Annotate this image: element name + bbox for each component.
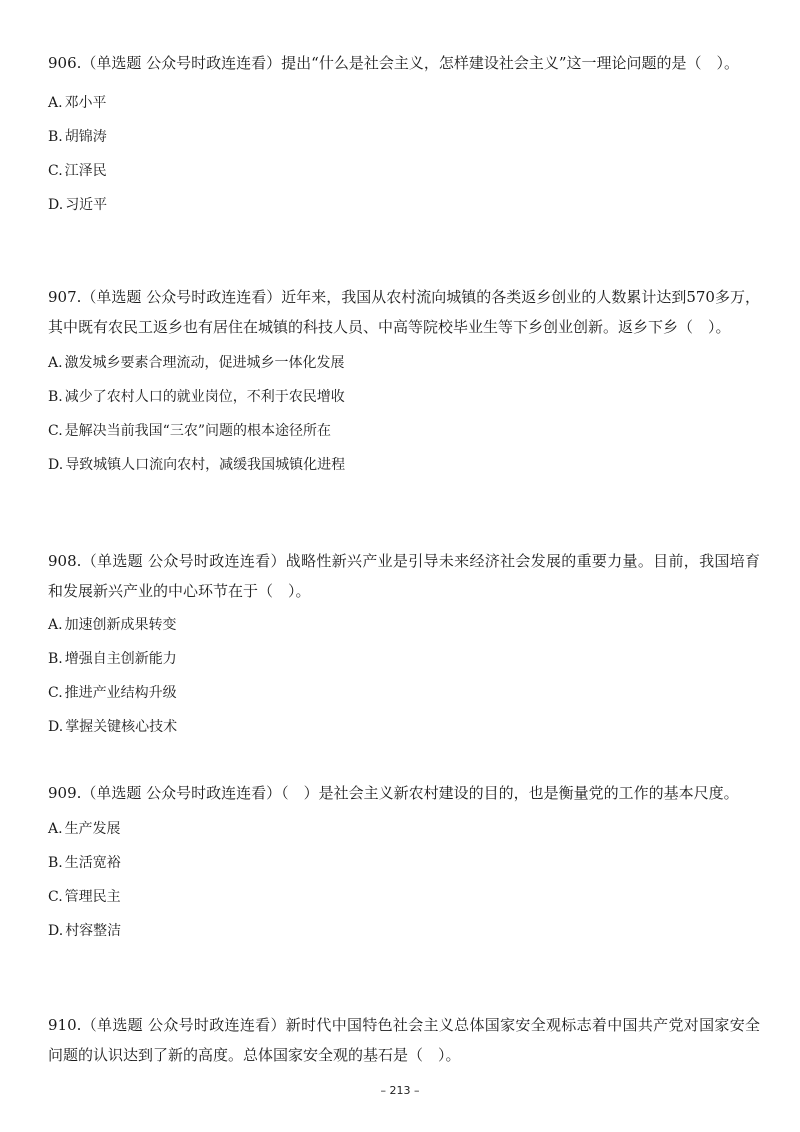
option-text: 生产发展 <box>64 821 121 837</box>
option-a <box>48 608 760 642</box>
option-text: 减少了农村人口的就业岗位，不利于农民增收 <box>64 389 345 405</box>
question-909 <box>48 778 760 948</box>
option-letter: D. <box>48 197 64 213</box>
option-text: 江泽民 <box>64 163 107 179</box>
question-stem: 906.（单选题 公众号时政连连看）提出“什么是社会主义，怎样建设社会主义”这一理论问题的是（ ）。 <box>48 54 740 72</box>
option-c <box>48 880 760 914</box>
option-d <box>48 188 760 222</box>
question-910 <box>48 1010 760 1070</box>
options-list <box>48 86 760 222</box>
option-text: 邓小平 <box>64 95 107 111</box>
option-letter: C. <box>48 685 63 701</box>
option-text: 推进产业结构升级 <box>64 685 177 701</box>
option-text: 加速创新成果转变 <box>64 617 177 633</box>
option-b <box>48 642 760 676</box>
option-c <box>48 414 760 448</box>
option-letter: D. <box>48 719 64 735</box>
option-text: 习近平 <box>65 197 108 213</box>
option-letter: A. <box>48 355 63 371</box>
question-906 <box>48 48 760 222</box>
question-stem: 910.（单选题 公众号时政连连看）新时代中国特色社会主义总体国家安全观标志着中国共产党对国家安全问题的认识达到了新的高度。总体国家安全观的基石是（ ）。 <box>48 1016 760 1064</box>
option-text: 胡锦涛 <box>64 129 107 145</box>
question-stem: 908.（单选题 公众号时政连连看）战略性新兴产业是引导未来经济社会发展的重要力量。目前，我国培育和发展新兴产业的中心环节在于（ ）。 <box>48 552 760 600</box>
options-list <box>48 608 760 744</box>
option-a <box>48 346 760 380</box>
option-c <box>48 676 760 710</box>
option-c <box>48 154 760 188</box>
option-d <box>48 914 760 948</box>
option-letter: C. <box>48 163 63 179</box>
option-letter: B. <box>48 855 63 871</box>
option-letter: D. <box>48 923 64 939</box>
option-letter: B. <box>48 651 63 667</box>
option-b <box>48 120 760 154</box>
question-907 <box>48 282 760 482</box>
option-text: 激发城乡要素合理流动，促进城乡一体化发展 <box>64 355 345 371</box>
option-b <box>48 846 760 880</box>
option-text: 增强自主创新能力 <box>64 651 177 667</box>
question-stem: 907.（单选题 公众号时政连连看）近年来，我国从农村流向城镇的各类返乡创业的人数累计达到570多万，其中既有农民工返乡也有居住在城镇的科技人员、中高等院校毕业生等下乡创业创新。返乡下乡（ ）。 <box>48 288 760 336</box>
option-letter: B. <box>48 129 63 145</box>
option-letter: B. <box>48 389 63 405</box>
options-list <box>48 346 760 482</box>
option-text: 生活宽裕 <box>64 855 121 871</box>
option-a <box>48 86 760 120</box>
option-text: 导致城镇人口流向农村，减缓我国城镇化进程 <box>65 457 346 473</box>
option-text: 掌握关键核心技术 <box>65 719 178 735</box>
option-b <box>48 380 760 414</box>
option-text: 管理民主 <box>64 889 121 905</box>
option-d <box>48 710 760 744</box>
option-letter: A. <box>48 821 63 837</box>
option-a <box>48 812 760 846</box>
option-letter: A. <box>48 95 63 111</box>
page-number: – 213 – <box>380 1084 420 1097</box>
question-908 <box>48 546 760 744</box>
option-text: 村容整洁 <box>65 923 122 939</box>
option-letter: C. <box>48 889 63 905</box>
option-d <box>48 448 760 482</box>
option-letter: A. <box>48 617 63 633</box>
question-stem: 909.（单选题 公众号时政连连看）（ ）是社会主义新农村建设的目的，也是衡量党的工作的基本尺度。 <box>48 784 739 802</box>
option-text: 是解决当前我国“三农”问题的根本途径所在 <box>64 423 331 439</box>
options-list <box>48 812 760 948</box>
option-letter: D. <box>48 457 64 473</box>
option-letter: C. <box>48 423 63 439</box>
